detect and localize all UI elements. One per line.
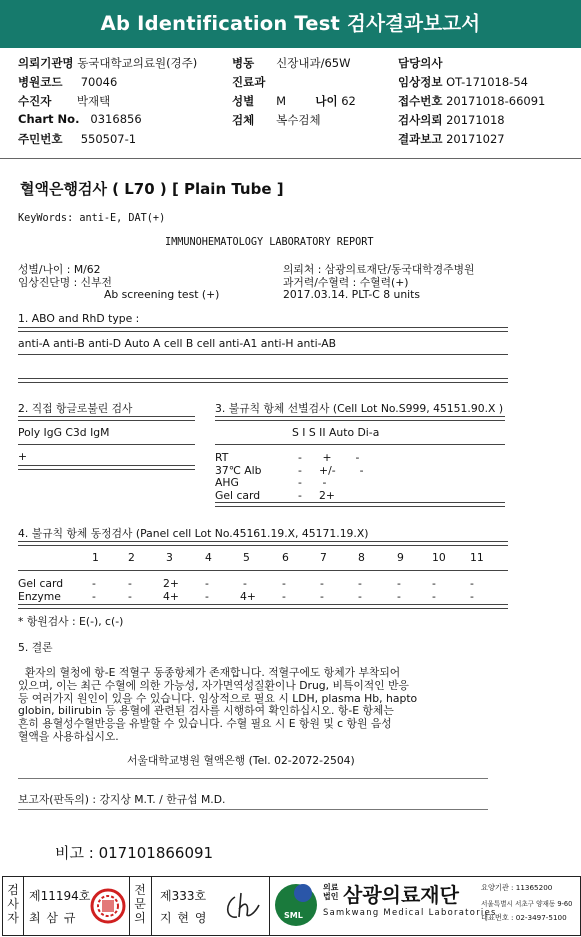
info-label: 성별 xyxy=(232,94,255,108)
abo-title: 1. ABO and RhD type : xyxy=(18,312,140,325)
panel-cell: - xyxy=(282,590,286,603)
requester: 의뢰처 : 삼광의료재단/동국대학경주병원 xyxy=(283,263,475,276)
table-rule xyxy=(18,444,195,445)
inspector-seal-icon xyxy=(89,887,127,925)
panel-title: 4. 불규칙 항체 동정검사 (Panel cell Lot No.45161.19.X, 45171.19.X) xyxy=(18,527,369,540)
info-label: 병동 xyxy=(232,56,255,70)
org-address: 서울특별시 서초구 양재동 9-60 xyxy=(481,900,573,908)
org-name: 삼광의료재단 xyxy=(343,883,459,907)
panel-cell: - xyxy=(92,577,96,590)
transfusion-history: 과거력/수혈력 : 수혈력(+) xyxy=(283,276,409,289)
info-value: 동국대학교의료원(경주) xyxy=(77,56,198,70)
panel-column-header: 3 xyxy=(166,551,173,564)
info-value: M xyxy=(276,94,287,108)
info-label: 검사의뢰 xyxy=(398,113,443,127)
table-rule xyxy=(18,570,508,571)
panel-cell: - xyxy=(358,577,362,590)
dat-result: + xyxy=(18,450,28,463)
screen-row-label: RT xyxy=(215,451,229,464)
screen-row-values: - + - xyxy=(298,451,360,464)
screen-row-values: - 2+ xyxy=(298,488,335,502)
info-value: 20171018-66091 xyxy=(446,94,546,108)
table-rule xyxy=(18,604,508,609)
panel-cell: - xyxy=(432,590,436,603)
patient-sex-age: 성별/나이 : M/62 xyxy=(18,263,101,276)
info-value: 박재택 xyxy=(76,94,111,108)
keywords: KeyWords: anti-E, DAT(+) xyxy=(18,213,166,224)
report-title-inner: IMMUNOHEMATOLOGY LABORATORY REPORT xyxy=(165,237,374,248)
specialist-number: 제333호 xyxy=(160,889,207,903)
info-value: 복수검체 xyxy=(276,113,321,127)
info-label: 검체 xyxy=(232,113,255,127)
patient-ab-screen: Ab screening test (+) xyxy=(104,288,220,301)
inspector-name: 최 삼 규 xyxy=(29,911,77,925)
note: 비고 : 017101866091 xyxy=(55,844,214,862)
panel-cell: 2+ xyxy=(163,577,179,590)
info-value: OT-171018-54 xyxy=(446,75,528,89)
info-value: 20171018 xyxy=(446,113,505,127)
info-value: 70046 xyxy=(80,75,118,89)
info-label: 접수번호 xyxy=(398,94,443,108)
org-english-name: Samkwang Medical Laboratories xyxy=(323,907,497,917)
panel-column-header: 4 xyxy=(205,551,212,564)
report-header xyxy=(0,0,581,48)
transfusion-detail: 2017.03.14. PLT-C 8 units xyxy=(283,288,421,301)
info-col-2 xyxy=(232,55,356,131)
org-prefix: 의료법인 xyxy=(323,883,339,901)
panel-cell: - xyxy=(282,577,286,590)
table-rule xyxy=(18,378,508,383)
conclusion-line: 있으며, 이는 최근 수혈에 의한 가능성, 자가면역성질환이나 Drug, 비특이적인 반응 xyxy=(18,678,409,692)
panel-cell: - xyxy=(432,577,436,590)
info-label: Chart No. xyxy=(18,112,80,126)
panel-cell: 4+ xyxy=(163,590,179,603)
info-divider xyxy=(0,158,581,159)
inspector-number: 제11194호 xyxy=(29,889,91,903)
inspector-label: 검사자 xyxy=(7,883,19,925)
patient-diagnosis: 임상진단명 : 신부전 xyxy=(18,276,112,289)
table-rule xyxy=(18,354,508,355)
conclusion-line: 환자의 혈청에 항-E 적혈구 동종항체가 존재합니다. 적혈구에도 항체가 부착되어 xyxy=(18,666,401,679)
age-label: 나이 xyxy=(315,94,338,108)
signature-footer xyxy=(2,876,581,936)
specialist-name: 지 현 영 xyxy=(160,911,208,925)
panel-cell: - xyxy=(128,590,132,603)
conclusion-line: 흔히 용혈성수혈반응을 유발할 수 있습니다. 수혈 필요 시 E 항원 및 c 항원 음성 xyxy=(18,717,392,731)
screen-row-values: - - xyxy=(298,476,327,489)
panel-cell: - xyxy=(470,590,474,603)
table-rule xyxy=(215,502,505,507)
panel-cell: - xyxy=(397,590,401,603)
org-code: 요양기관 : 11365200 xyxy=(481,883,553,892)
screen-title: 3. 불규칙 항체 선별검사 (Cell Lot No.S999, 45151.90.X ) xyxy=(215,402,504,415)
panel-cell: - xyxy=(243,577,247,590)
info-value: 신장내과/65W xyxy=(276,56,351,70)
info-col-1 xyxy=(18,55,197,150)
info-label: 주민번호 xyxy=(18,132,63,146)
info-label: 수진자 xyxy=(18,94,52,108)
panel-row-label: Gel card xyxy=(18,577,64,590)
panel-cell: - xyxy=(92,590,96,603)
conclusion-line: 등 여러가지 원인이 있을 수 있습니다. 임상적으로 필요 시 LDH, plasma Hb, hapto xyxy=(18,691,418,705)
table-rule xyxy=(18,327,508,332)
screen-row-label: Gel card xyxy=(215,488,261,502)
panel-row-label: Enzyme xyxy=(18,590,61,603)
screen-header: S I S II Auto Di-a xyxy=(292,426,380,439)
info-value: 550507-1 xyxy=(80,132,137,146)
info-label: 의뢰기관명 xyxy=(18,56,74,70)
panel-cell: - xyxy=(128,577,132,590)
table-rule xyxy=(18,465,195,470)
logo-text: SML xyxy=(284,911,303,920)
panel-column-header: 9 xyxy=(397,551,404,564)
conclusion-line: globin, bilirubin 등 용혈에 관련된 검사를 시행하여 확인하십시오. 항-E 항체는 xyxy=(18,704,394,718)
table-rule xyxy=(18,778,488,779)
conclusion-title: 5. 결론 xyxy=(18,641,53,654)
panel-column-header: 5 xyxy=(243,551,250,564)
panel-cell: 4+ xyxy=(240,590,256,603)
antigen-test: * 항원검사 : E(-), c(-) xyxy=(18,615,124,628)
panel-cell: - xyxy=(320,590,324,603)
table-rule xyxy=(18,541,508,546)
panel-column-header: 10 xyxy=(432,551,446,564)
age-value: 62 xyxy=(341,94,356,108)
panel-column-header: 11 xyxy=(470,551,484,564)
table-rule xyxy=(215,444,505,445)
info-label: 병원코드 xyxy=(18,75,63,89)
table-rule xyxy=(18,416,195,421)
info-value: 20171027 xyxy=(446,132,505,146)
specialist-label: 전문의 xyxy=(134,883,146,925)
conclusion-line: 혈액을 사용하십시오. xyxy=(18,730,119,743)
section-title: 혈액은행검사 ( L70 ) [ Plain Tube ] xyxy=(20,180,284,198)
panel-cell: - xyxy=(397,577,401,590)
info-label: 임상정보 xyxy=(398,75,443,89)
panel-cell: - xyxy=(320,577,324,590)
signature-icon xyxy=(221,887,267,925)
panel-column-header: 6 xyxy=(282,551,289,564)
info-value: 0316856 xyxy=(90,112,142,126)
info-label: 진료과 xyxy=(232,75,266,89)
panel-cell: - xyxy=(205,577,209,590)
dat-header: Poly IgG C3d IgM xyxy=(18,426,110,439)
reporter-line: 보고자(판독의) : 강지상 M.T. / 한규섭 M.D. xyxy=(18,793,226,806)
org-phone: 대표번호 : 02-3497-5100 xyxy=(481,913,567,922)
table-rule xyxy=(215,416,505,421)
report-title: Ab Identification Test 검사결과보고서 xyxy=(100,12,481,35)
panel-cell: - xyxy=(205,590,209,603)
abo-header: anti-A anti-B anti-D Auto A cell B cell anti-A1 anti-H anti-AB xyxy=(18,337,337,350)
panel-column-header: 7 xyxy=(320,551,327,564)
table-rule xyxy=(18,809,488,810)
panel-column-header: 1 xyxy=(92,551,99,564)
info-col-3 xyxy=(398,55,545,150)
panel-column-header: 2 xyxy=(128,551,135,564)
panel-cell: - xyxy=(358,590,362,603)
info-label: 담당의사 xyxy=(398,56,443,70)
panel-cell: - xyxy=(470,577,474,590)
screen-row-label: AHG xyxy=(215,476,239,489)
dat-title: 2. 직접 항글로불린 검사 xyxy=(18,402,133,415)
org-logo-icon xyxy=(273,881,319,929)
panel-column-header: 8 xyxy=(358,551,365,564)
screen-row-label: 37℃ Alb xyxy=(215,463,262,477)
info-label: 결과보고 xyxy=(398,132,443,146)
screen-row-values: - +/- - xyxy=(298,463,364,477)
hospital-line: 서울대학교병원 혈액은행 (Tel. 02-2072-2504) xyxy=(127,754,355,767)
